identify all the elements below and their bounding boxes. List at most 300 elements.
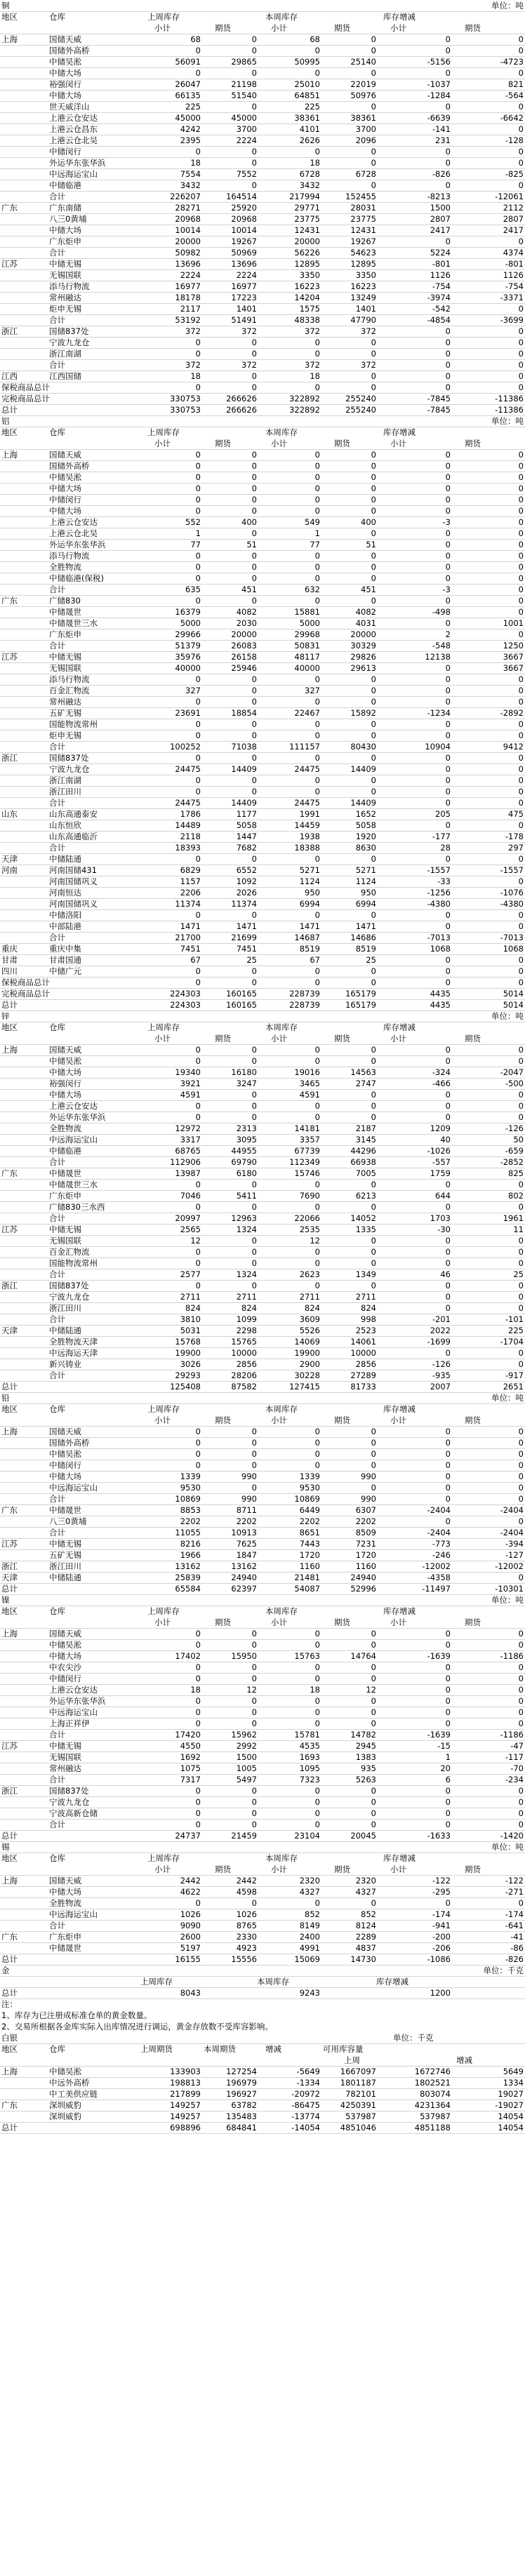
unit-label: 单位：吨 [491,1393,524,1403]
value-cell: -14054 [291,2123,320,2133]
value-cell: 19267 [350,236,376,246]
region-cell: 总计 [1,1000,18,1010]
value-cell: 112349 [289,1157,320,1167]
value-cell: 0 [314,495,320,505]
value-cell: 0 [195,1696,201,1706]
value-cell: 0 [251,68,257,78]
region-cell [1,1673,44,1684]
value-cell: 322892 [289,394,320,403]
value-cell: 0 [195,1662,201,1672]
warehouse-cell: 中部陆港 [49,921,81,931]
value-cell: 14459 [294,820,320,830]
value-cell: 0 [371,697,376,707]
value-cell: 12972 [175,1123,201,1133]
value-cell: -826 [432,169,451,179]
region-cell [1,1662,44,1673]
column-subheader: 期货 [334,439,350,448]
warehouse-cell [49,1830,140,1841]
value-cell: 0 [314,674,320,684]
value-cell: 1126 [430,270,451,280]
value-cell: 0 [371,1898,376,1908]
value-cell: 1500 [430,203,451,213]
region-cell [1,932,44,943]
warehouse-cell: 世天威洋山 [49,102,90,112]
value-cell: 1339 [180,1471,201,1481]
value-cell: -126 [432,1359,451,1369]
region-cell [1,662,44,674]
value-cell: 852 [305,1909,320,1919]
warehouse-cell: 炬申无锡 [49,304,81,314]
region-cell [1,1897,44,1909]
value-cell: 17420 [175,1730,201,1740]
value-cell: 0 [518,787,524,796]
value-cell: 0 [314,1427,320,1436]
value-cell: 0 [445,1820,451,1829]
value-cell: 0 [371,966,376,976]
warehouse-cell: 国储837处 [49,326,89,336]
region-cell [1,213,44,225]
value-cell: 372 [185,326,201,336]
value-cell: -41 [510,1932,524,1942]
value-cell: 29968 [294,629,320,639]
value-cell: 77 [310,540,320,549]
value-cell: 15781 [294,1730,320,1740]
value-cell: -1334 [296,2078,320,2088]
value-cell: 6994 [355,899,376,909]
value-cell: 14409 [231,764,257,774]
value-cell: 5031 [180,1326,201,1335]
value-cell: 5224 [430,248,451,258]
value-cell: 0 [518,1236,524,1246]
value-cell: 1471 [236,921,257,931]
value-cell: 14054 [498,2111,524,2121]
region-cell [1,135,44,146]
region-cell [1,606,44,618]
value-cell: 0 [518,1281,524,1290]
value-cell: 38361 [294,113,320,123]
value-cell: -19027 [495,2100,524,2110]
value-cell: 25839 [175,1573,201,1582]
value-cell: 0 [251,1236,257,1246]
value-cell: 372 [305,360,320,370]
value-cell: 2600 [180,1932,201,1942]
value-cell: 0 [251,506,257,516]
warehouse-cell: 合计 [49,1213,65,1223]
value-cell: 0 [518,461,524,471]
value-cell: 2711 [236,1292,257,1302]
value-cell: 0 [314,1101,320,1111]
value-cell: 1026 [180,1909,201,1919]
region-cell: 浙江 [1,753,18,763]
region-cell [1,1516,44,1527]
column-header: 仓库 [49,427,65,437]
warehouse-cell: 国储天威 [49,1629,81,1639]
value-cell: 266626 [226,394,257,403]
value-cell: 0 [518,1247,524,1257]
value-cell: 45000 [175,113,201,123]
value-cell: 0 [251,1483,257,1493]
value-cell: 0 [371,674,376,684]
value-cell: 2711 [299,1292,320,1302]
region-cell [1,539,44,550]
value-cell: -4380 [500,899,524,909]
value-cell: 14409 [350,798,376,808]
row-divider [0,2133,525,2134]
region-cell [1,584,44,595]
value-cell: 112906 [170,1157,201,1167]
warehouse-cell: 中远外高桥 [49,2078,90,2088]
value-cell: 255240 [345,405,376,415]
warehouse-cell: 中储无锡 [49,652,81,662]
value-cell: 21699 [231,933,257,942]
warehouse-cell: 五矿无锡 [49,1550,81,1560]
value-cell: 18178 [175,293,201,302]
value-cell: 8853 [180,1505,201,1515]
warehouse-cell: 八三0黄埔 [49,214,87,224]
region-cell [1,1078,44,1089]
value-cell: 44296 [350,1146,376,1156]
region-cell [1,763,44,775]
column-header: 仓库 [49,1853,65,1863]
section-title: 铝 [1,416,10,426]
warehouse-cell: 中远海运宝山 [49,1135,98,1144]
value-cell: 2945 [355,1741,376,1751]
region-cell [1,303,44,314]
value-cell: 12 [190,1236,201,1246]
value-cell: 8216 [180,1539,201,1549]
column-subheader: 小计 [271,23,287,33]
value-cell: -542 [432,304,451,314]
value-cell: 451 [361,585,376,594]
section-title: 白银 [1,2033,18,2043]
region-cell: 江苏 [1,259,18,269]
value-cell: 0 [314,719,320,729]
value-cell: -11386 [495,394,524,403]
value-cell: 26158 [231,652,257,662]
value-cell: 0 [195,461,201,471]
value-cell: 552 [185,517,201,527]
warehouse-cell: 国能物流常州 [49,719,98,729]
value-cell: 29613 [350,663,376,673]
value-cell: 38361 [350,113,376,123]
warehouse-cell: 合计 [49,585,65,594]
value-cell: 0 [518,730,524,740]
value-cell: -3 [442,517,451,527]
value-cell: -47 [510,1741,524,1751]
region-cell: 江苏 [1,1741,18,1751]
region-cell: 总计 [1,1584,18,1594]
value-cell: 13696 [175,259,201,269]
region-cell: 上海 [1,1629,18,1639]
value-cell: 0 [445,46,451,55]
region-cell [1,157,44,168]
value-cell: -128 [505,135,524,145]
value-cell: 0 [518,854,524,864]
value-cell: 2417 [430,225,451,235]
value-cell: 4851046 [340,2123,376,2133]
value-cell: 0 [195,1180,201,1189]
unit-label: 单位：吨 [491,1595,524,1605]
value-cell: 644 [435,1191,451,1201]
value-cell: 821 [508,79,524,89]
region-cell: 总计 [1,1382,18,1392]
value-cell: 2202 [355,1516,376,1526]
value-cell: 0 [445,1247,451,1257]
region-cell [1,79,44,90]
warehouse-cell: 广东炬申 [49,1191,81,1201]
region-cell [1,494,44,505]
value-cell: 0 [251,1180,257,1189]
value-cell: 372 [361,360,376,370]
warehouse-cell: 广储830三水西 [49,1202,105,1212]
warehouse-cell: 中储吴淞 [49,1056,81,1066]
value-cell: 3700 [355,124,376,134]
footnote: 1、库存为已注册成标准仓单的黄金数量。 [1,2010,152,2020]
value-cell: 51491 [231,315,257,325]
value-cell: 28206 [231,1370,257,1380]
value-cell: 160165 [226,1000,257,1010]
value-cell: 1250 [503,641,524,650]
value-cell: 0 [195,753,201,763]
value-cell: 29966 [175,629,201,639]
value-cell: 1177 [236,809,257,819]
region-cell [1,1201,44,1213]
value-cell: 0 [371,730,376,740]
region-cell [1,247,44,258]
column-subheader: 期货 [465,439,481,448]
warehouse-cell: 深圳威豹 [49,2100,81,2110]
value-cell: 50 [513,1135,524,1144]
value-cell: 0 [195,551,201,561]
value-cell: 0 [314,1629,320,1639]
unit-label: 单位：吨 [491,1011,524,1021]
value-cell: 4591 [299,1090,320,1100]
value-cell: 29771 [294,203,320,213]
value-cell: 6213 [355,1191,376,1201]
value-cell: 24940 [231,1573,257,1582]
value-cell: 0 [445,820,451,830]
value-cell: 15881 [294,607,320,617]
value-cell: 0 [314,1438,320,1448]
value-cell: 0 [195,596,201,606]
warehouse-cell: 深圳威豹 [49,2111,81,2121]
column-header: 地区 [1,12,18,22]
region-cell: 广东 [1,1932,18,1942]
column-header: 库存增减 [383,1853,416,1863]
value-cell: 0 [371,854,376,864]
region-cell [1,1796,44,1808]
value-cell: -271 [505,1887,524,1897]
value-cell: 0 [251,46,257,55]
value-cell: 2523 [355,1326,376,1335]
warehouse-cell: 添马行物流 [49,674,90,684]
value-cell: 87582 [231,1382,257,1392]
value-cell: -557 [432,1157,451,1167]
warehouse-cell: 中储晟世三水 [49,618,98,628]
region-cell [1,707,44,719]
region-cell [1,191,44,202]
region-cell [1,348,44,359]
region-cell [1,786,44,797]
value-cell: 6307 [355,1505,376,1515]
warehouse-cell: 合计 [49,1528,65,1537]
value-cell: 2747 [355,1079,376,1088]
value-cell: 330753 [170,394,201,403]
column-header: 上周库存 [147,1606,180,1616]
value-cell: -12002 [495,1561,524,1571]
value-cell: 135483 [226,2111,257,2121]
value-cell: 0 [518,1045,524,1055]
value-cell: 372 [361,326,376,336]
value-cell: 1339 [299,1471,320,1481]
value-cell: -174 [505,1909,524,1919]
column-header: 可用库容量 [323,2044,364,2054]
value-cell: 15950 [231,1651,257,1661]
value-cell: 23775 [294,214,320,224]
value-cell: 56226 [294,248,320,258]
value-cell: 24475 [175,764,201,774]
value-cell: 0 [371,34,376,44]
value-cell: 1026 [236,1909,257,1919]
region-cell: 广东 [1,596,18,606]
value-cell: 0 [518,540,524,549]
value-cell: -3371 [500,293,524,302]
value-cell: 990 [241,1471,257,1481]
value-cell: 0 [195,349,201,359]
value-cell: 14687 [294,933,320,942]
value-cell: 0 [251,1202,257,1212]
value-cell: 0 [195,775,201,785]
warehouse-cell: 浙江田川 [49,1303,81,1313]
value-cell: 0 [251,371,257,381]
warehouse-cell: 国储外高桥 [49,461,90,471]
value-cell: 0 [371,775,376,785]
value-cell: 51540 [231,91,257,100]
value-cell: 2320 [299,1876,320,1886]
value-cell: -3699 [500,315,524,325]
value-cell: 28031 [350,203,376,213]
value-cell: 0 [251,483,257,493]
value-cell: 0 [371,1662,376,1672]
value-cell: 0 [251,1719,257,1728]
value-cell: 0 [371,68,376,78]
value-cell: 3026 [180,1359,201,1369]
warehouse-cell: 合计 [49,1157,65,1167]
value-cell: 0 [518,326,524,336]
value-cell: 1672746 [414,2067,451,2076]
column-subheader: 期货 [215,439,231,448]
region-cell [1,573,44,584]
column-header: 地区 [1,1853,18,1863]
warehouse-cell: 中储大场 [49,1090,81,1100]
value-cell: 2320 [355,1876,376,1886]
column-header: 库存增减 [383,1022,416,1032]
value-cell: 0 [195,1674,201,1683]
value-cell: 0 [371,382,376,392]
value-cell: 48338 [294,315,320,325]
value-cell: 0 [251,1898,257,1908]
value-cell: 2298 [236,1326,257,1335]
warehouse-cell: 中储陆通 [49,1326,81,1335]
column-subheader: 期货 [334,1034,350,1043]
value-cell: 4598 [236,1887,257,1897]
value-cell: 149257 [170,2111,201,2121]
value-cell: 0 [445,719,451,729]
value-cell: 2565 [180,1224,201,1234]
value-cell: 0 [195,1898,201,1908]
warehouse-cell: 裕强闵行 [49,79,81,89]
value-cell: 0 [195,506,201,516]
value-cell: 1095 [299,1763,320,1773]
value-cell: 6728 [299,169,320,179]
warehouse-cell: 上海正祥伊 [49,1719,90,1728]
value-cell: 0 [314,349,320,359]
value-cell: 8124 [355,1921,376,1930]
value-cell: 1961 [503,1213,524,1223]
value-cell: 16977 [231,281,257,291]
row-divider [0,415,525,416]
region-cell [1,1471,44,1482]
value-cell: 635 [185,585,201,594]
region-cell [1,887,44,898]
value-cell: 16180 [231,1067,257,1077]
value-cell: 0 [251,854,257,864]
value-cell: 0 [518,764,524,774]
value-cell: 0 [314,1674,320,1683]
value-cell: 0 [371,1460,376,1470]
value-cell: 2807 [430,214,451,224]
value-cell: 228739 [289,1000,320,1010]
column-subheader: 小计 [154,1617,171,1627]
value-cell: 0 [445,551,451,561]
value-cell: 20997 [175,1213,201,1223]
value-cell: 0 [371,1281,376,1290]
value-cell: -1076 [500,888,524,897]
value-cell: 0 [371,1719,376,1728]
value-cell: 0 [445,68,451,78]
value-cell: 5263 [355,1775,376,1784]
value-cell: -234 [505,1775,524,1784]
warehouse-cell: 中远海运宝山 [49,1909,98,1919]
column-header: 库存增减 [376,1977,408,1987]
region-cell [1,1213,44,1224]
value-cell: 0 [445,854,451,864]
value-cell: -101 [505,1314,524,1324]
warehouse-cell: 中储吴淞 [49,1449,81,1459]
value-cell: 0 [518,674,524,684]
value-cell: 0 [518,68,524,78]
column-header: 库存增减 [383,1404,416,1414]
value-cell: 990 [361,1471,376,1481]
column-subheader: 期货 [465,1415,481,1425]
value-cell: 0 [518,1359,524,1369]
region-cell: 上海 [1,2067,18,2076]
value-cell: 14563 [350,1067,376,1077]
column-header: 地区 [1,1606,18,1616]
value-cell: 0 [371,1180,376,1189]
value-cell: 0 [195,1797,201,1807]
warehouse-cell: 合计 [49,1269,65,1279]
warehouse-cell: 中储大场 [49,68,81,78]
value-cell: 2395 [180,135,201,145]
value-cell: 67 [190,955,201,965]
value-cell: 0 [195,697,201,707]
column-subheader: 小计 [390,439,406,448]
value-cell: 0 [445,1898,451,1908]
value-cell: 698896 [170,2123,201,2133]
value-cell: 152455 [345,192,376,201]
column-subheader: 期货 [334,1864,350,1874]
